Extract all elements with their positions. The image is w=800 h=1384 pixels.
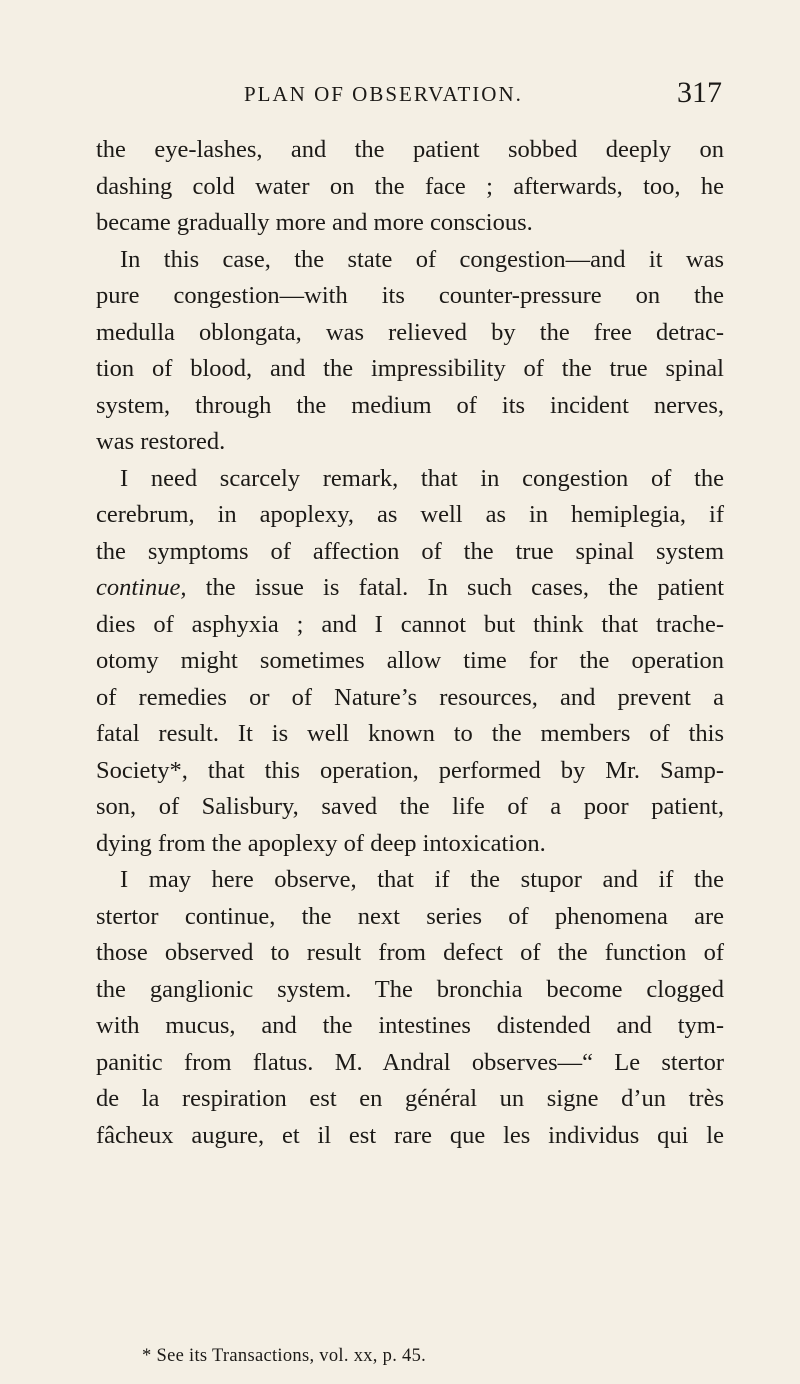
line-text: the eye-lashes, and the patient sobbed deeply on	[96, 136, 724, 163]
text-line	[96, 424, 724, 461]
text-line	[96, 497, 724, 534]
text-line	[96, 388, 724, 425]
text-line	[96, 643, 724, 680]
text-line	[96, 461, 724, 498]
text-line	[96, 826, 724, 863]
line-text: the ganglionic system. The bronchia become clogged	[96, 975, 724, 1003]
italic-word: continue,	[96, 574, 187, 601]
text-line	[96, 242, 724, 279]
line-text: the symptoms of affection of the true spinal system	[96, 537, 724, 565]
text-line	[96, 315, 724, 352]
line-text: otomy might sometimes allow time for the operation	[96, 647, 724, 674]
text-line	[96, 789, 724, 826]
page-header	[96, 76, 722, 116]
text-line	[96, 899, 724, 936]
text-line	[96, 205, 724, 242]
text-line	[96, 132, 724, 169]
line-text: I may here observe, that if the stupor and if the	[120, 866, 724, 893]
line-text: of remedies or of Nature’s resources, and prevent a	[96, 683, 724, 711]
footnote: * See its Transactions, vol. xx, p. 45.	[142, 1346, 427, 1366]
line-text: medulla oblongata, was relieved by the free detrac-	[96, 318, 724, 346]
line-text: stertor continue, the next series of phenomena are	[96, 902, 724, 930]
text-line	[96, 1045, 724, 1082]
line-text: pure congestion—with its counter-pressure on the	[96, 282, 724, 309]
line-text: tion of blood, and the impressibility of the true spinal	[96, 355, 724, 382]
line-text: Society*, that this operation, performed by Mr. Samp-	[96, 756, 724, 784]
line-text: I need scarcely remark, that in congestion of the	[120, 464, 724, 492]
line-text: dies of asphyxia ; and I cannot but think that trache-	[96, 610, 724, 638]
page-number: 317	[677, 76, 722, 109]
line-text: cerebrum, in apoplexy, as well as in hemiplegia, if	[96, 501, 724, 528]
text-line	[96, 680, 724, 717]
line-text: dying from the apoplexy of deep intoxication.	[96, 829, 546, 857]
text-line	[96, 935, 724, 972]
line-text: In this case, the state of congestion—and it was	[120, 245, 724, 273]
text-line	[96, 169, 724, 206]
line-text: the issue is fatal. In such cases, the patient	[186, 574, 724, 601]
text-line	[96, 1081, 724, 1118]
text-line	[96, 862, 724, 899]
line-text: was restored.	[96, 428, 226, 455]
text-line	[96, 972, 724, 1009]
text-line	[96, 278, 724, 315]
text-line	[96, 1008, 724, 1045]
line-text: with mucus, and the intestines distended and tym-	[96, 1012, 724, 1039]
line-text: de la respiration est en général un signe d’un très	[96, 1085, 724, 1112]
text-line	[96, 607, 724, 644]
line-text: fatal result. It is well known to the members of this	[96, 720, 724, 747]
line-text: dashing cold water on the face ; afterwards, too, he	[96, 172, 724, 200]
line-text: system, through the medium of its incident nerves,	[96, 391, 724, 419]
text-line	[96, 351, 724, 388]
line-text: became gradually more and more conscious.	[96, 209, 533, 236]
text-line	[96, 570, 724, 607]
text-line	[96, 716, 724, 753]
line-text: those observed to result from defect of the function of	[96, 939, 724, 966]
text-line	[96, 753, 724, 790]
line-text: son, of Salisbury, saved the life of a poor patient,	[96, 793, 724, 820]
running-head: PLAN OF OBSERVATION.	[244, 82, 523, 106]
body-text	[96, 132, 724, 1154]
line-text: panitic from flatus. M. Andral observes—“ Le stertor	[96, 1048, 724, 1076]
text-line	[96, 1118, 724, 1155]
line-text: fâcheux augure, et il est rare que les individus qui le	[96, 1121, 724, 1149]
text-line	[96, 534, 724, 571]
